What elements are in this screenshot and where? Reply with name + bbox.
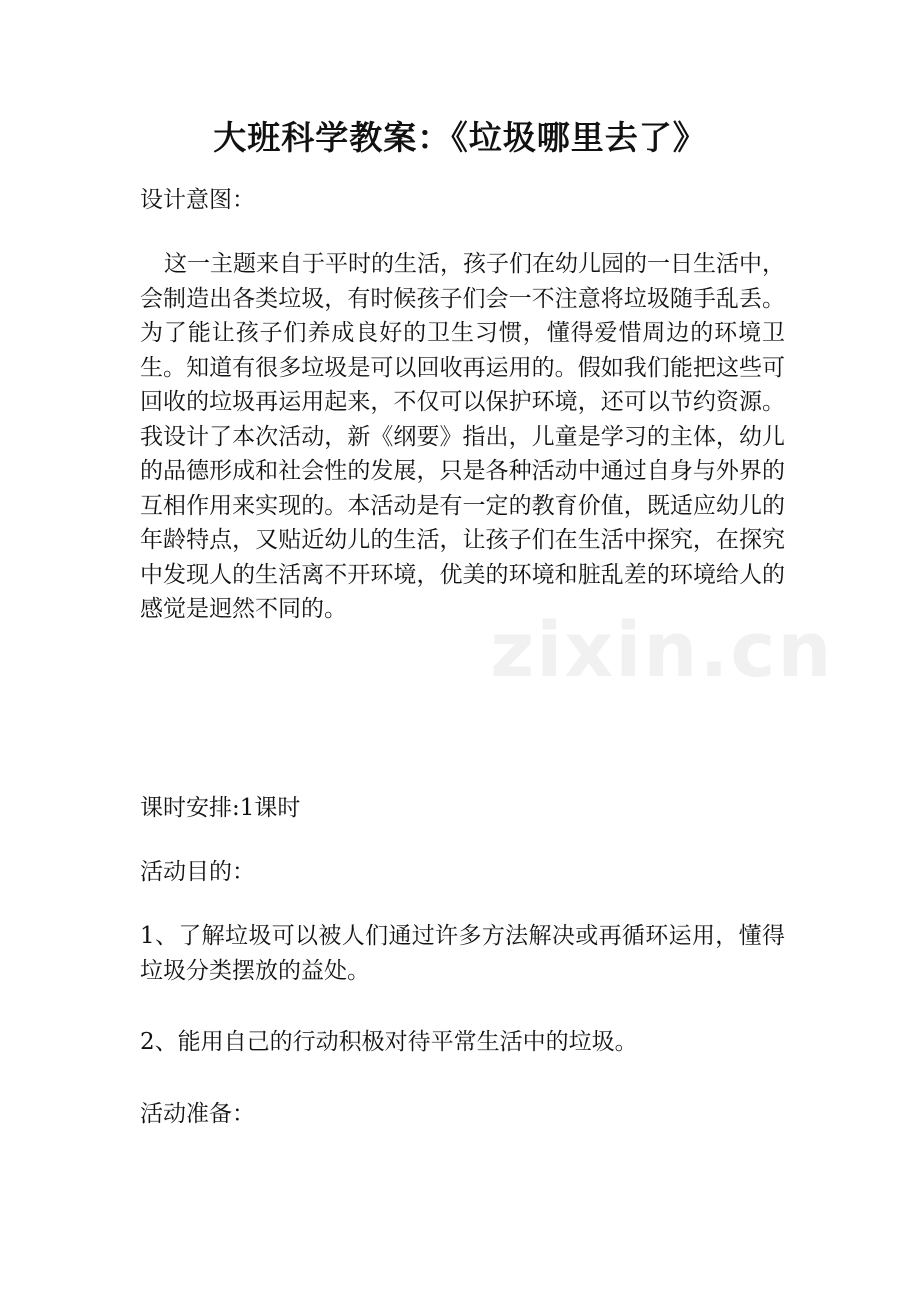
goals-heading: 活动目的： <box>140 859 255 885</box>
schedule-line: 课时安排:1课时 <box>140 795 301 821</box>
goal-item-2: 2、能用自己的行动积极对待平常生活中的垃圾。 <box>140 1029 638 1055</box>
design-intent-heading: 设计意图： <box>140 187 255 213</box>
design-intent-paragraph: 这一主题来自于平时的生活，孩子们在幼儿园的一日生活中，会制造出各类垃圾，有时候孩子们会一不注意将垃圾随手乱丢。为了能让孩子们养成良好的卫生习惯，懂得爱惜周边的环境卫生。知道有很多垃圾是可以回收再运用的。假如我们能把这些可回收的垃圾再运用起来，不仅可以保护环境，还可以节约资源。我设计了本次活动，新《纲要》指出，儿童是学习的主体，幼儿的品德形成和社会性的发展，只是各种活动中通过自身与外界的互相作用来实现的。本活动是有一定的教育价值，既适应幼儿的年龄特点，又贴近幼儿的生活，让孩子们在生活中探究，在探究中发现人的生活离不开环境，优美的环境和脏乱差的环境给人的感觉是迥然不同的。 <box>140 251 785 622</box>
goal-item-1: 1、了解垃圾可以被人们通过许多方法解决或再循环运用，懂得垃圾分类摆放的益处。 <box>140 923 785 984</box>
watermark-text: zixin.cn <box>490 605 834 694</box>
preparation-heading: 活动准备： <box>140 1101 255 1127</box>
page-title: 大班科学教案：《垃圾哪里去了》 <box>213 118 707 157</box>
